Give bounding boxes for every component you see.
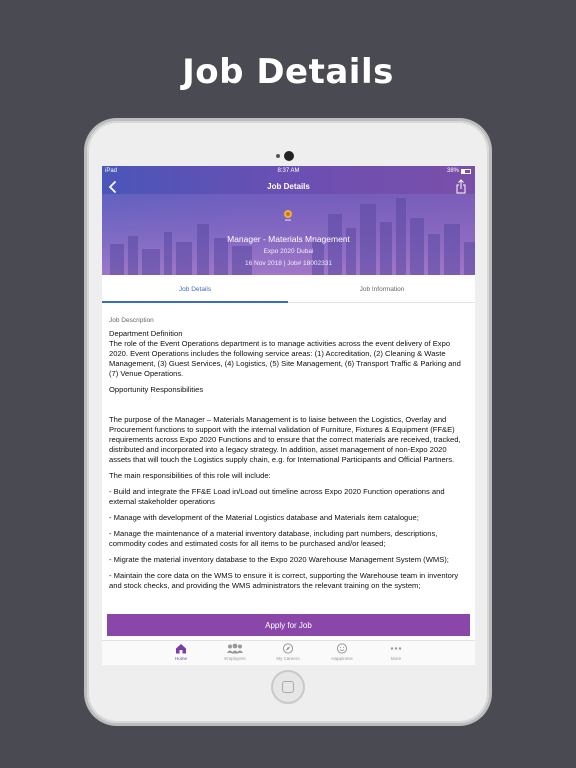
tab-job-information[interactable]: Job Information xyxy=(359,285,405,293)
tabbar-label: Happiness xyxy=(331,656,353,661)
tabbar-item-my-careers[interactable] xyxy=(263,643,313,661)
people-icon xyxy=(226,643,244,654)
paragraph-main-responsibilities: The main responsibilities of this role will include: xyxy=(109,471,271,480)
company-logo-icon xyxy=(282,209,294,223)
smiley-icon xyxy=(336,643,348,654)
apply-for-job-button[interactable]: Apply for Job xyxy=(107,614,470,636)
bullet-item: - Manage the maintenance of a material inventory database, including part numbers, descriptions, commodity codes and estimated costs for all items to be purchased and/or leased; xyxy=(109,529,438,548)
header-banner xyxy=(102,166,475,275)
heading-opportunity: Opportunity Responsibilities xyxy=(109,385,204,394)
battery-icon xyxy=(461,169,471,174)
job-description-content[interactable] xyxy=(109,316,469,606)
home-button-icon xyxy=(282,681,294,693)
battery-percent: 38% xyxy=(446,168,459,174)
bullet-item: - Migrate the material inventory database to the Expo 2020 Warehouse Management System (WMS); xyxy=(109,555,449,564)
bullet-item: - Maintain the core data on the WMS to ensure it is correct, supporting the Warehouse team in inventory and stock checks, and providing the WMS administrators the relevant training on the system; xyxy=(109,571,459,590)
tabbar-label: Employers xyxy=(224,656,246,661)
status-time: 8:37 AM xyxy=(277,168,300,174)
compass-icon xyxy=(282,643,294,654)
tabbar-item-more[interactable] xyxy=(371,643,421,661)
front-camera xyxy=(284,151,294,161)
paragraph-purpose: The purpose of the Manager – Materials Management is to liaise between the Logistics, Overlay and Procurement functions to support with the internal validation of Furniture, Fixtures & Equipment (FF&E) requirements across Expo 2020 Functions and to ensure that the correct materials are received, tracked, distributed and incorporated into a legacy strategy. In addition, asset management of non-Expo 2020 assets that will touch the Logistics supply chain, e.g. for International Participants and Official Partners. xyxy=(109,415,461,464)
carrier-label: iPad xyxy=(105,168,118,174)
bullet-item: - Build and integrate the FF&E Load in/Load out timeline across Expo 2020 Function operations and external stakeholder operations xyxy=(109,487,445,506)
status-bar xyxy=(102,166,475,176)
status-right xyxy=(447,168,471,174)
tabbar-item-employers[interactable] xyxy=(210,643,260,661)
bullet-item: - Manage with development of the Material Logistics database and Materials item catalogue; xyxy=(109,513,419,522)
home-icon xyxy=(175,643,187,654)
nav-title: Job Details xyxy=(267,182,310,191)
job-title: Manager - Materials Mnagement xyxy=(227,234,350,244)
app-screen xyxy=(102,166,475,665)
tab-bar-top xyxy=(102,275,475,303)
share-icon[interactable] xyxy=(455,179,467,194)
tabbar-label: More xyxy=(390,656,402,661)
company-name: Expo 2020 Dubai xyxy=(263,248,314,255)
tabbar-item-happiness[interactable] xyxy=(317,643,367,661)
speaker-dot xyxy=(276,154,280,158)
more-dots-icon xyxy=(390,643,402,654)
paragraph-department: The role of the Event Operations department is to manage activities across the event delivery of Expo 2020. Event Operations includes the following service areas: (1) Accreditation, (2) Cleaning & Waste Management, (3) Guest Services, (4) Logistics, (5) Site Management, (6) Transport Traffic & Parking and (7) Venue Operations. xyxy=(109,339,461,378)
heading-department-definition: Department Definition xyxy=(109,329,183,338)
tabbar-label: My Careers xyxy=(276,656,300,661)
tabbar-item-home[interactable] xyxy=(156,643,206,661)
tabbar-label: Home xyxy=(174,656,187,661)
tab-job-details[interactable]: Job Details xyxy=(178,285,212,293)
job-meta: 16 Nov 2018 | Job# 18002331 xyxy=(245,260,332,267)
section-label: Job Description xyxy=(109,317,154,324)
marketing-title: Job Details xyxy=(182,52,394,92)
tab-selected-indicator xyxy=(102,301,288,303)
bottom-tab-bar xyxy=(102,640,475,665)
